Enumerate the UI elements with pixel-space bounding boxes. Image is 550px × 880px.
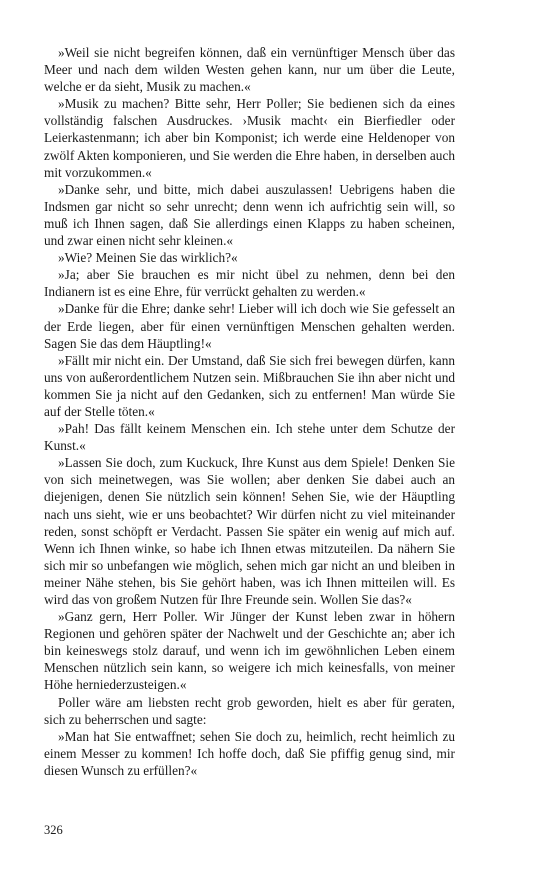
page-number: 326 bbox=[44, 823, 63, 837]
paragraph-4: »Wie? Meinen Sie das wirklich?« bbox=[58, 250, 238, 266]
body-text bbox=[44, 44, 455, 779]
paragraph-9: »Lassen Sie doch, zum Kuckuck, Ihre Kunst aus dem Spiele! Denken Sie von sich meinetwegen, was Sie wollen; aber denken Sie dabei auch an diejenigen, denen Sie nützlich sein können! Sehen Sie, wie der Häuptling nach uns sieht, wie er uns beobachtet? Wir dürfen nicht zu viel miteinander reden, sonst schöpft er Verdacht. Passen Sie später ein wenig auf mich auf. Wenn ich Ihnen winke, so habe ich Ihnen etwas mitzuteilen. Da nähern Sie sich mir so unbefangen wie möglich, sehen mich gar nicht an und bleiben in meiner Nähe stehen, bis Sie gehört haben, was ich Ihnen mitteilen will. Es wird das von großem Nutzen für Ihre Freunde sein. Wollen Sie das?« bbox=[44, 455, 455, 607]
paragraph-3: »Danke sehr, und bitte, mich dabei auszulassen! Uebrigens haben die Indsmen gar nicht so sehr unrecht; denn wenn ich aufrichtig sein will, so muß ich Ihnen sagen, daß Sie allerdings einen Klapps zu haben scheinen, und zwar einen nicht sehr kleinen.« bbox=[44, 181, 455, 249]
paragraph-8: »Pah! Das fällt keinem Menschen ein. Ich stehe unter dem Schutze der Kunst.« bbox=[44, 421, 455, 454]
paragraph-6: »Danke für die Ehre; danke sehr! Lieber will ich doch wie Sie gefesselt an der Erde liegen, aber für einen vernünftigen Menschen gehalten werden. Sagen Sie das dem Häuptling!« bbox=[44, 301, 455, 351]
paragraph-5: »Ja; aber Sie brauchen es mir nicht übel zu nehmen, denn bei den Indianern ist es eine Ehre, für verrückt gehalten zu werden.« bbox=[44, 267, 455, 300]
paragraph-10: »Ganz gern, Herr Poller. Wir Jünger der Kunst leben zwar in höhern Regionen und gehören später der Nachwelt und der Geschichte an; aber ich bin keineswegs stolz darauf, und wenn ich im gewöhnlichen Leben einem Menschen nützlich sein kann, so weigere ich mich keinesfalls, von meiner Höhe herniederzusteigen.« bbox=[44, 609, 455, 693]
paragraph-1: »Weil sie nicht begreifen können, daß ein vernünftiger Mensch über das Meer und nach dem wilden Westen gehen kann, nur um über die Leute, welche er da sieht, Musik zu machen.« bbox=[44, 45, 455, 95]
paragraph-2: »Musik zu machen? Bitte sehr, Herr Poller; Sie bedienen sich da eines vollständig falschen Ausdruckes. ›Musik macht‹ ein Bierfiedler oder Leierkastenmann; ich aber bin Komponist; ich werde eine Heldenoper von zwölf Akten komponieren, und Sie werden die Ehre haben, in derselben auch mit vorzukommen.« bbox=[44, 96, 455, 180]
paragraph-11: Poller wäre am liebsten recht grob geworden, hielt es aber für geraten, sich zu beherrschen und sagte: bbox=[44, 694, 455, 727]
paragraph-12: »Man hat Sie entwaffnet; sehen Sie doch zu, heimlich, recht heimlich zu einem Messer zu kommen! Ich hoffe doch, daß Sie pfiffig genug sind, mir diesen Wunsch zu erfüllen?« bbox=[44, 728, 455, 778]
paragraph-7: »Fällt mir nicht ein. Der Umstand, daß Sie sich frei bewegen dürfen, kann uns von außerordentlichem Nutzen sein. Mißbrauchen Sie ihn aber nicht und kommen Sie ja nicht auf den Gedanken, sich zu entfernen! Man würde Sie auf der Stelle töten.« bbox=[44, 352, 455, 419]
